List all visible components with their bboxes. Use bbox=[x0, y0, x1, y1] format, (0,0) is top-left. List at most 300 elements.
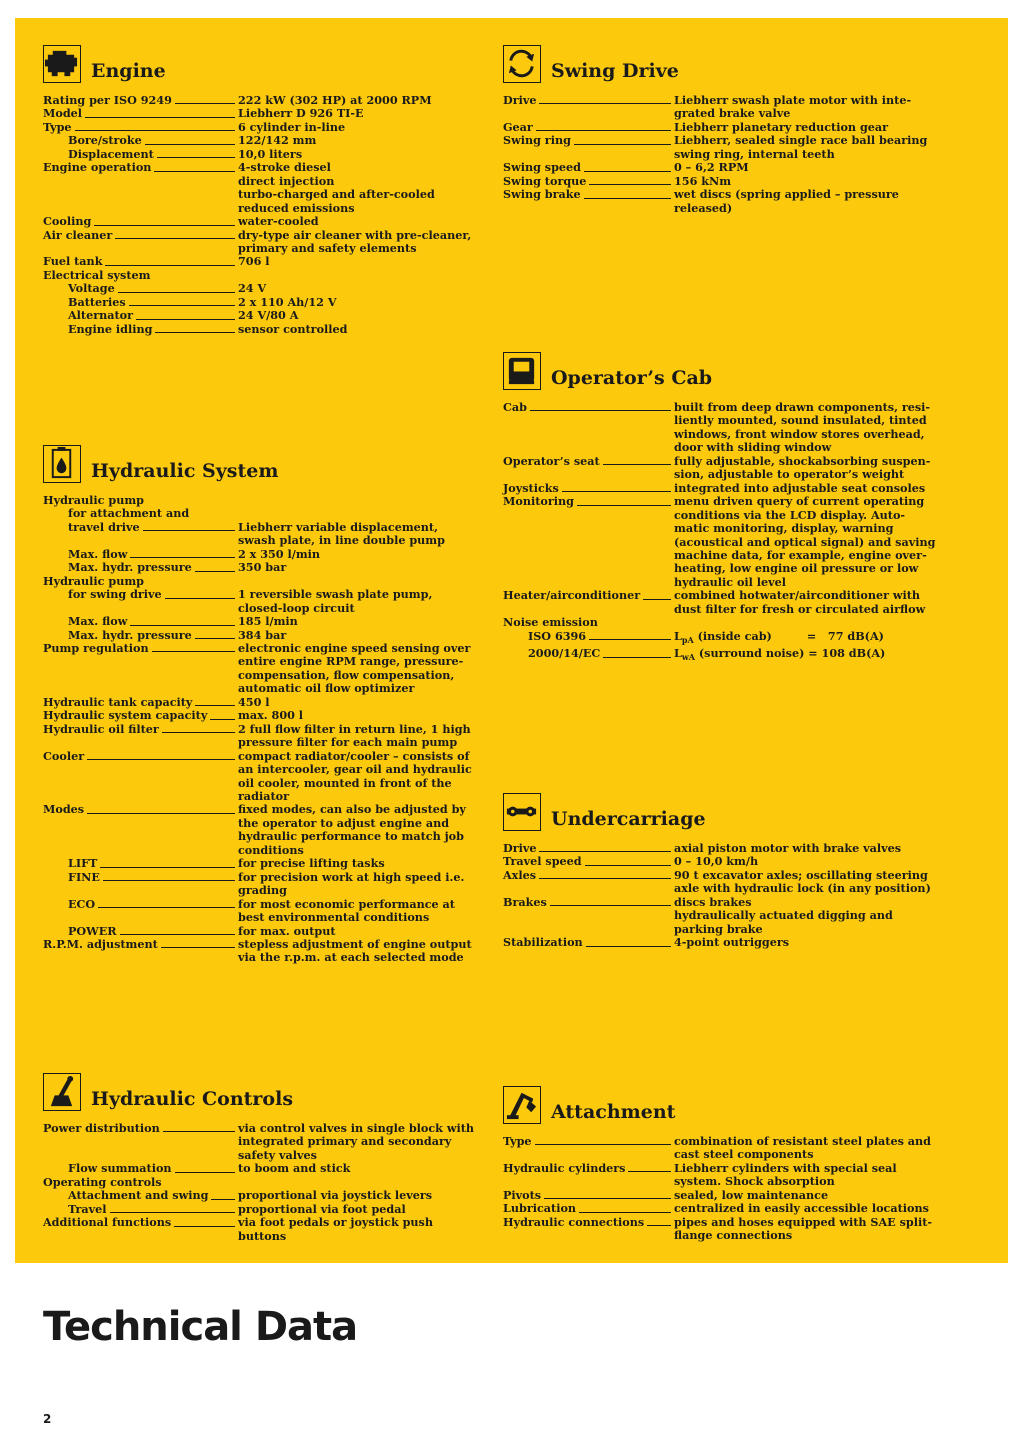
spec-label: R.P.M. adjustment bbox=[43, 936, 158, 951]
spec-label: Joysticks bbox=[503, 480, 559, 495]
spec-label: Electrical system bbox=[43, 267, 151, 282]
spec-label-wrap bbox=[503, 647, 674, 660]
spec-row bbox=[43, 1203, 483, 1216]
spec-label-wrap bbox=[503, 616, 674, 629]
engine-icon bbox=[43, 45, 81, 83]
spec-label-wrap bbox=[43, 871, 238, 884]
spec-value: via control valves in single block with integrated primary and secondary safety valves bbox=[238, 1121, 475, 1162]
leader-line bbox=[143, 529, 235, 531]
spec-label: Hydraulic cylinders bbox=[503, 1160, 626, 1175]
section-title: Hydraulic System bbox=[91, 460, 279, 482]
spec-label: Fuel tank bbox=[43, 254, 103, 269]
leader-line bbox=[100, 866, 235, 868]
spec-value: proportional via foot pedal bbox=[238, 1201, 406, 1216]
spec-row bbox=[43, 803, 483, 857]
spec-value: via foot pedals or joystick push buttons bbox=[238, 1215, 433, 1243]
leader-line bbox=[584, 197, 671, 199]
spec-label: Swing speed bbox=[503, 160, 581, 175]
section-title: Undercarriage bbox=[551, 808, 706, 830]
rotation-arrows-icon bbox=[503, 45, 541, 83]
spec-value: 350 bar bbox=[238, 560, 287, 575]
spec-value: sealed, low maintenance bbox=[674, 1187, 829, 1202]
spec-row bbox=[43, 282, 483, 295]
spec-row bbox=[503, 482, 943, 495]
spec-value: 2 x 110 Ah/12 V bbox=[238, 294, 337, 309]
leader-line bbox=[120, 933, 235, 935]
spec-value: pipes and hoses equipped with SAE split- flange connections bbox=[674, 1214, 933, 1243]
spec-value: built from deep drawn components, resi- liently mounted, sound insulated, tinted windows, front window stores overhead, door with sliding window bbox=[674, 400, 931, 455]
spec-value: stepless adjustment of engine output via the r.p.m. at each selected mode bbox=[238, 936, 472, 965]
page-title: Technical Data bbox=[43, 1304, 358, 1350]
spec-row bbox=[43, 575, 483, 588]
spec-label: Operator’s seat bbox=[503, 453, 600, 468]
spec-label-wrap bbox=[43, 229, 238, 242]
spec-value: compact radiator/cooler – consists of an intercooler, gear oil and hydraulic oil cooler, mounted in front of the radiator bbox=[238, 748, 472, 803]
noise-value: (inside cab) = 77 dB(A) bbox=[693, 628, 884, 643]
spec-label-wrap bbox=[43, 494, 238, 507]
spec-label: Drive bbox=[503, 841, 537, 855]
spec-label: Gear bbox=[503, 119, 533, 134]
leader-line bbox=[195, 637, 235, 639]
spec-label-wrap bbox=[43, 323, 238, 336]
spec-value: 24 V bbox=[238, 281, 267, 296]
leader-line bbox=[643, 598, 671, 600]
spec-row bbox=[43, 134, 483, 147]
leader-line bbox=[87, 758, 235, 760]
spec-label-wrap bbox=[503, 188, 674, 201]
spec-row bbox=[43, 871, 483, 898]
leader-line bbox=[535, 1143, 671, 1145]
spec-value: 4-point outriggers bbox=[674, 935, 790, 950]
spec-label-wrap bbox=[43, 1189, 238, 1202]
spec-value: integrated into adjustable seat consoles bbox=[674, 480, 926, 495]
spec-label: Swing torque bbox=[503, 173, 587, 188]
leader-line bbox=[536, 129, 671, 131]
spec-label-wrap bbox=[43, 548, 238, 561]
section-title: Swing Drive bbox=[551, 60, 679, 82]
spec-value: fully adjustable, shockabsorbing suspen- sion, adjustable to operator’s weight bbox=[674, 453, 931, 482]
spec-value: dry-type air cleaner with pre-cleaner, primary and safety elements bbox=[238, 227, 472, 255]
spec-label: Attachment and swing bbox=[68, 1188, 209, 1203]
spec-label-wrap bbox=[43, 269, 238, 282]
spec-value: wet discs (spring applied – pressure released) bbox=[674, 187, 899, 215]
leader-line bbox=[157, 156, 235, 158]
spec-row bbox=[503, 1135, 943, 1162]
spec-row bbox=[43, 215, 483, 228]
spec-label-wrap bbox=[43, 696, 238, 709]
spec-row bbox=[503, 842, 943, 855]
spec-label: Cab bbox=[503, 400, 527, 414]
spec-label: Engine operation bbox=[43, 160, 152, 175]
spec-row bbox=[43, 750, 483, 804]
leader-line bbox=[195, 704, 235, 706]
spec-label-wrap bbox=[43, 309, 238, 322]
leader-line bbox=[152, 650, 235, 652]
spec-row bbox=[503, 455, 943, 482]
spec-label-wrap bbox=[43, 507, 238, 520]
leader-line bbox=[103, 879, 235, 881]
spec-value: 2 x 350 l/min bbox=[238, 546, 321, 561]
spec-value: to boom and stick bbox=[238, 1161, 351, 1176]
spec-value: 185 l/min bbox=[238, 614, 298, 629]
spec-label-wrap bbox=[43, 255, 238, 268]
spec-label: Type bbox=[503, 1134, 532, 1148]
spec-label-wrap bbox=[43, 121, 238, 134]
spec-row bbox=[503, 1202, 943, 1215]
spec-label-wrap bbox=[43, 94, 238, 107]
spec-list bbox=[503, 842, 943, 950]
spec-row bbox=[503, 1216, 943, 1243]
spec-label-wrap bbox=[503, 630, 674, 643]
spec-row bbox=[43, 161, 483, 215]
spec-row bbox=[43, 548, 483, 561]
spec-label-wrap bbox=[503, 121, 674, 134]
page-number: 2 bbox=[43, 1412, 52, 1426]
spec-label: Cooler bbox=[43, 748, 85, 763]
noise-subscript: wA bbox=[681, 652, 695, 663]
spec-label-wrap bbox=[43, 1122, 238, 1135]
spec-label-wrap bbox=[43, 521, 238, 534]
noise-value: (surround noise) = 108 dB(A) bbox=[694, 646, 886, 661]
spec-label-wrap bbox=[43, 1216, 238, 1229]
spec-row bbox=[43, 925, 483, 938]
spec-label-wrap bbox=[43, 709, 238, 722]
spec-label: Max. hydr. pressure bbox=[68, 627, 192, 642]
section-title: Operator’s Cab bbox=[551, 367, 713, 389]
leader-line bbox=[155, 331, 235, 333]
spec-row bbox=[503, 855, 943, 868]
spec-label: Hydraulic oil filter bbox=[43, 721, 159, 736]
spec-value: combination of resistant steel plates and cast steel components bbox=[674, 1134, 931, 1162]
leader-line bbox=[165, 597, 235, 599]
spec-value: Liebherr, sealed single race ball bearing swing ring, internal teeth bbox=[674, 133, 928, 161]
leader-line bbox=[586, 945, 671, 947]
spec-label: POWER bbox=[68, 923, 117, 938]
spec-label-wrap bbox=[43, 215, 238, 228]
spec-label: Heater/airconditioner bbox=[503, 588, 641, 603]
leader-line bbox=[75, 129, 235, 131]
spec-value: Liebherr swash plate motor with inte- grated brake valve bbox=[674, 93, 912, 121]
spec-value: 156 kNm bbox=[674, 173, 732, 188]
spec-row bbox=[43, 148, 483, 161]
spec-value: max. 800 l bbox=[238, 708, 304, 723]
spec-row bbox=[503, 121, 943, 134]
spec-row bbox=[43, 296, 483, 309]
spec-label-wrap bbox=[503, 1216, 674, 1229]
spec-row bbox=[503, 896, 943, 936]
spec-row bbox=[43, 521, 483, 548]
spec-label: Monitoring bbox=[503, 494, 574, 509]
spec-label: Stabilization bbox=[503, 935, 583, 950]
spec-label-wrap bbox=[503, 842, 674, 855]
leader-line bbox=[129, 304, 235, 306]
spec-list bbox=[503, 401, 943, 665]
leader-line bbox=[175, 102, 235, 104]
spec-value bbox=[674, 647, 943, 664]
spec-row bbox=[43, 494, 483, 507]
spec-label-wrap bbox=[503, 401, 674, 414]
spec-value: 222 kW (302 HP) at 2000 RPM bbox=[238, 93, 432, 107]
spec-row bbox=[43, 94, 483, 107]
spec-row bbox=[43, 561, 483, 574]
attachment-section bbox=[503, 1086, 943, 1243]
spec-label: Type bbox=[43, 119, 72, 134]
leader-line bbox=[574, 143, 671, 145]
spec-value: 0 – 10,0 km/h bbox=[674, 854, 759, 869]
spec-value: discs brakes hydraulically actuated digging and parking brake bbox=[674, 894, 893, 936]
spec-label-wrap bbox=[503, 589, 674, 602]
leader-line bbox=[105, 264, 235, 266]
leader-line bbox=[174, 1225, 235, 1227]
spec-label-wrap bbox=[503, 161, 674, 174]
spec-value: sensor controlled bbox=[238, 321, 348, 336]
spec-value: for precision work at high speed i.e. grading bbox=[238, 869, 465, 898]
spec-value: 90 t excavator axles; oscillating steering axle with hydraulic lock (in any position) bbox=[674, 867, 931, 896]
leader-line bbox=[562, 490, 671, 492]
spec-value: fixed modes, can also be adjusted by the operator to adjust engine and hydraulic performance to match job conditions bbox=[238, 802, 466, 857]
leader-line bbox=[589, 638, 671, 640]
spec-label-wrap bbox=[503, 134, 674, 147]
spec-list bbox=[503, 1135, 943, 1243]
spec-value: Liebherr planetary reduction gear bbox=[674, 119, 889, 134]
section-title: Attachment bbox=[551, 1101, 676, 1123]
spec-value: menu driven query of current operating conditions via the LCD display. Auto- matic monitoring, display, warning (acoustical and optical signal) and saving machine data, for example, engine over- heating, low engine oil pressure or low hydraulic oil level bbox=[674, 494, 936, 589]
spec-label: Air cleaner bbox=[43, 227, 113, 242]
leader-line bbox=[98, 906, 235, 908]
spec-row bbox=[43, 857, 483, 870]
spec-label: Lubrication bbox=[503, 1201, 577, 1216]
spec-label: Power distribution bbox=[43, 1121, 160, 1135]
leader-line bbox=[550, 904, 671, 906]
noise-symbol: L bbox=[674, 646, 682, 661]
spec-label: Hydraulic pump bbox=[43, 493, 144, 507]
spec-row bbox=[43, 709, 483, 722]
leader-line bbox=[647, 1224, 671, 1226]
spec-label-wrap bbox=[503, 94, 674, 107]
spec-label: Travel speed bbox=[503, 854, 582, 869]
spec-label: Hydraulic tank capacity bbox=[43, 694, 193, 709]
section-title: Hydraulic Controls bbox=[91, 1088, 294, 1110]
spec-label-wrap bbox=[503, 855, 674, 868]
spec-label: Max. hydr. pressure bbox=[68, 560, 192, 575]
spec-label-wrap bbox=[503, 1135, 674, 1148]
spec-label: Pivots bbox=[503, 1187, 542, 1202]
leader-line bbox=[539, 850, 671, 852]
undercarriage-section bbox=[503, 793, 943, 950]
spec-value: Liebherr variable displacement, swash plate, in line double pump bbox=[238, 519, 445, 548]
leader-line bbox=[154, 170, 235, 172]
leader-line bbox=[163, 1130, 235, 1132]
spec-value: combined hotwater/airconditioner with dust filter for fresh or circulated airflow bbox=[674, 588, 926, 616]
spec-label-wrap bbox=[43, 282, 238, 295]
spec-label: Axles bbox=[503, 867, 537, 882]
spec-value: for most economic performance at best environmental conditions bbox=[238, 896, 455, 925]
leader-line bbox=[544, 1197, 671, 1199]
noise-symbol: L bbox=[674, 628, 682, 643]
spec-label: Hydraulic connections bbox=[503, 1214, 645, 1229]
hydraulic-tank-icon bbox=[43, 445, 81, 483]
excavator-arm-icon bbox=[503, 1086, 541, 1124]
spec-list bbox=[43, 94, 483, 336]
spec-label: Rating per ISO 9249 bbox=[43, 93, 172, 107]
spec-list bbox=[43, 494, 483, 965]
spec-label: Alternator bbox=[68, 308, 134, 323]
spec-row bbox=[43, 898, 483, 925]
spec-row bbox=[43, 1122, 483, 1162]
spec-label: Engine idling bbox=[68, 321, 153, 336]
operators-cab-section bbox=[503, 352, 943, 665]
spec-label: Max. flow bbox=[68, 614, 128, 629]
spec-value: 0 – 6,2 RPM bbox=[674, 160, 749, 175]
spec-label: Drive bbox=[503, 93, 537, 107]
spec-label-wrap bbox=[43, 629, 238, 642]
spec-label: Flow summation bbox=[68, 1161, 172, 1176]
spec-row bbox=[503, 630, 943, 647]
spec-row bbox=[503, 134, 943, 161]
spec-label: ISO 6396 bbox=[528, 628, 587, 643]
spec-label: Model bbox=[43, 106, 83, 121]
spec-row bbox=[43, 696, 483, 709]
spec-row bbox=[43, 615, 483, 628]
spec-row bbox=[503, 401, 943, 455]
leader-line bbox=[577, 504, 671, 506]
spec-label: Bore/stroke bbox=[68, 133, 142, 148]
spec-row bbox=[43, 507, 483, 520]
leader-line bbox=[603, 656, 671, 658]
spec-label-wrap bbox=[503, 1202, 674, 1215]
spec-row bbox=[43, 1216, 483, 1243]
spec-value: 706 l bbox=[238, 254, 270, 269]
leader-line bbox=[162, 731, 235, 733]
noise-subscript: pA bbox=[681, 634, 694, 645]
spec-value: centralized in easily accessible locations bbox=[674, 1201, 929, 1216]
leader-line bbox=[85, 116, 235, 118]
leader-line bbox=[579, 1211, 671, 1213]
spec-row bbox=[503, 94, 943, 121]
spec-label: Travel bbox=[68, 1201, 107, 1216]
spec-label-wrap bbox=[43, 750, 238, 763]
leader-line bbox=[584, 170, 671, 172]
leader-line bbox=[115, 237, 235, 239]
spec-label-wrap bbox=[43, 925, 238, 938]
spec-label-wrap bbox=[43, 723, 238, 736]
spec-value: proportional via joystick levers bbox=[238, 1188, 433, 1203]
spec-label-wrap bbox=[503, 495, 674, 508]
spec-label: Hydraulic pump bbox=[43, 573, 144, 588]
spec-label: Modes bbox=[43, 802, 85, 817]
spec-label: Additional functions bbox=[43, 1215, 172, 1230]
spec-label: Batteries bbox=[68, 294, 126, 309]
spec-list bbox=[503, 94, 943, 215]
leader-line bbox=[530, 409, 671, 411]
spec-row bbox=[43, 588, 483, 615]
spec-value: 2 full flow filter in return line, 1 high pressure filter for each main pump bbox=[238, 721, 471, 750]
leader-line bbox=[211, 1198, 235, 1200]
spec-row bbox=[503, 188, 943, 215]
spec-row bbox=[503, 647, 943, 664]
spec-label-wrap bbox=[503, 455, 674, 468]
spec-row bbox=[503, 175, 943, 188]
leader-line bbox=[161, 946, 235, 948]
spec-label-wrap bbox=[43, 857, 238, 870]
spec-value: 10,0 liters bbox=[238, 146, 303, 161]
spec-row bbox=[503, 589, 943, 616]
spec-label-wrap bbox=[43, 161, 238, 174]
leader-line bbox=[87, 812, 235, 814]
leader-line bbox=[210, 718, 235, 720]
spec-row bbox=[503, 869, 943, 896]
engine-section bbox=[43, 45, 483, 336]
leader-line bbox=[603, 463, 671, 465]
leader-line bbox=[539, 877, 671, 879]
spec-label-wrap bbox=[43, 938, 238, 951]
spec-list bbox=[43, 1122, 483, 1243]
spec-label-wrap bbox=[503, 1189, 674, 1202]
spec-label-wrap bbox=[43, 575, 238, 588]
spec-row bbox=[43, 255, 483, 268]
leader-line bbox=[539, 102, 671, 104]
spec-row bbox=[43, 1176, 483, 1189]
spec-row bbox=[503, 1162, 943, 1189]
spec-row bbox=[43, 1189, 483, 1202]
spec-label: LIFT bbox=[68, 856, 98, 871]
spec-row bbox=[43, 107, 483, 120]
spec-label: for swing drive bbox=[68, 587, 162, 602]
spec-label: FINE bbox=[68, 869, 100, 884]
spec-row bbox=[43, 938, 483, 965]
leader-line bbox=[118, 291, 235, 293]
swing-drive-section bbox=[503, 45, 943, 215]
spec-value bbox=[674, 630, 943, 647]
cab-icon bbox=[503, 352, 541, 390]
spec-label-wrap bbox=[503, 936, 674, 949]
spec-row bbox=[503, 1189, 943, 1202]
leader-line bbox=[195, 570, 235, 572]
leader-line bbox=[145, 143, 235, 145]
undercarriage-icon bbox=[503, 793, 541, 831]
spec-label-wrap bbox=[503, 175, 674, 188]
spec-row bbox=[43, 121, 483, 134]
spec-value: 24 V/80 A bbox=[238, 308, 299, 323]
spec-row bbox=[43, 269, 483, 282]
spec-label-wrap bbox=[43, 615, 238, 628]
spec-value: for max. output bbox=[238, 923, 336, 938]
spec-row bbox=[503, 936, 943, 949]
spec-label: Voltage bbox=[68, 281, 115, 296]
leader-line bbox=[628, 1170, 671, 1172]
spec-label: Swing brake bbox=[503, 187, 581, 202]
spec-label-wrap bbox=[43, 148, 238, 161]
leader-line bbox=[136, 318, 235, 320]
spec-label: 2000/14/EC bbox=[528, 646, 601, 661]
spec-label-wrap bbox=[43, 642, 238, 655]
spec-label: Noise emission bbox=[503, 615, 598, 630]
spec-label-wrap bbox=[503, 482, 674, 495]
leader-line bbox=[130, 556, 235, 558]
spec-row bbox=[503, 616, 943, 629]
spec-value: 122/142 mm bbox=[238, 133, 317, 148]
spec-label-wrap bbox=[43, 134, 238, 147]
spec-label: Operating controls bbox=[43, 1174, 162, 1189]
spec-row bbox=[43, 642, 483, 696]
leader-line bbox=[94, 224, 235, 226]
spec-label-wrap bbox=[43, 588, 238, 601]
spec-row bbox=[503, 161, 943, 174]
hydraulic-system-section bbox=[43, 445, 483, 965]
spec-label-wrap bbox=[43, 1203, 238, 1216]
spec-label: Swing ring bbox=[503, 133, 571, 148]
spec-value: Liebherr D 926 TI-E bbox=[238, 106, 364, 121]
